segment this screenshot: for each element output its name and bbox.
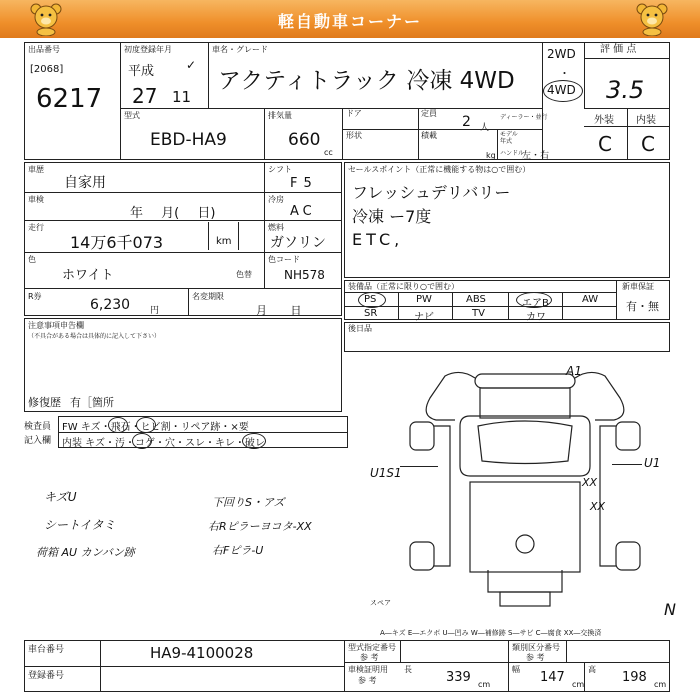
cert-sub: 参 考 bbox=[358, 676, 377, 685]
equip-leather: カワ bbox=[526, 312, 546, 323]
chassis-label: 車台番号 bbox=[28, 645, 65, 655]
banner-title: 軽自動車コーナー bbox=[277, 12, 422, 31]
mileage-unit: km bbox=[216, 236, 232, 247]
handwritten-note: キズU bbox=[44, 490, 77, 504]
header-banner bbox=[0, 0, 700, 38]
sales-point-line: ETC, bbox=[352, 230, 404, 249]
load-unit: kg bbox=[486, 151, 496, 160]
capacity-unit: 人 bbox=[480, 123, 490, 133]
width-value: 147 bbox=[540, 670, 565, 685]
color-code-value: NH578 bbox=[284, 268, 325, 282]
first-reg-month: 11 bbox=[172, 88, 192, 106]
fuel-label: 燃料 bbox=[268, 223, 284, 232]
score-ext: C bbox=[598, 132, 612, 156]
bear-mascot-icon bbox=[28, 2, 64, 36]
first-reg-label: 初度登録年月 bbox=[124, 45, 172, 54]
fuel-value: ガソリン bbox=[270, 235, 326, 251]
check-circle bbox=[136, 417, 156, 433]
new-warranty-label: 新車保証 bbox=[622, 282, 654, 291]
inspection-label: 車検 bbox=[28, 195, 44, 204]
score-label: 評 価 点 bbox=[600, 44, 637, 55]
recycle-value: 6,230 bbox=[90, 297, 131, 313]
drive-4wd: 4WD bbox=[547, 83, 576, 97]
sales-point-label: セールスポイント（正常に機能する物は○で囲む） bbox=[348, 165, 531, 174]
type-designation-label: 型式指定番号 bbox=[348, 643, 396, 652]
handwritten-note: 荷箱 AU カンバン跡 bbox=[36, 546, 135, 559]
mileage-label: 走行 bbox=[28, 223, 44, 232]
width-label: 幅 bbox=[512, 665, 520, 674]
name-change-label: 名変期限 bbox=[192, 292, 224, 301]
color-code-label: 色コード bbox=[268, 255, 300, 264]
notes-sub: （不具合がある場合は具体的に記入して下さい） bbox=[28, 333, 161, 340]
car-name-label: 車名・グレード bbox=[212, 45, 268, 54]
damage-legend: A―キズ E―エクボ U―凹み W―補修跡 S―サビ C―腐食 XX―交換済 bbox=[380, 629, 602, 637]
capacity-label: 定員 bbox=[421, 109, 437, 118]
equip-ps-circle bbox=[358, 292, 386, 308]
mileage-value: 14万6千073 bbox=[70, 233, 164, 252]
handwritten-note: 右Fピラ-U bbox=[212, 544, 264, 557]
name-change-value: 月 日 bbox=[256, 304, 302, 317]
score-int-label: 内装 bbox=[636, 115, 656, 126]
lot-sub: [2068] bbox=[30, 64, 64, 75]
first-reg-year: 27 bbox=[132, 84, 158, 108]
cert-label: 車検証明用 bbox=[348, 665, 388, 674]
damage-mark: A1 bbox=[566, 364, 582, 378]
class-number-label: 類別区分番号 bbox=[512, 643, 560, 652]
check-circle bbox=[132, 433, 152, 449]
displacement-unit: cc bbox=[324, 148, 333, 157]
height-value: 198 bbox=[622, 670, 647, 685]
first-reg-era: 平成 bbox=[128, 64, 155, 79]
dealer-label: ディーラー・並行 bbox=[500, 114, 548, 121]
damage-mark: XX bbox=[582, 476, 598, 489]
class-number-sub: 参 考 bbox=[526, 653, 545, 662]
equip-tv: TV bbox=[472, 308, 485, 319]
car-damage-diagram bbox=[400, 366, 650, 616]
equip-ps: PS bbox=[364, 294, 377, 305]
handle-label: ハンドル bbox=[500, 150, 525, 157]
damage-mark: XX bbox=[590, 500, 606, 513]
shift-value: F5 bbox=[290, 176, 318, 191]
inspection-value: 年 月( 日) bbox=[130, 206, 216, 221]
score-ext-label: 外装 bbox=[594, 115, 614, 126]
type-designation-sub: 参 考 bbox=[360, 653, 379, 662]
handwritten-note: 右Rピラーヨコタ-XX bbox=[208, 520, 312, 533]
repair-history-value: 有［箇所 bbox=[70, 396, 114, 409]
check-row-interior: 内装 キズ・汚・コゲ・穴・スレ・キレ・破レ bbox=[62, 438, 265, 449]
sales-point-line: 冷凍 ー7度 bbox=[352, 207, 432, 226]
entry-label: 記入欄 bbox=[24, 436, 52, 446]
load-label: 積載 bbox=[421, 131, 437, 140]
chassis-value: HA9-4100028 bbox=[150, 644, 254, 662]
rear-items-label: 後日品 bbox=[348, 324, 372, 333]
displacement-value: 660 bbox=[288, 130, 321, 150]
model-value: EBD-HA9 bbox=[150, 130, 227, 150]
handwritten-note: 下回りS・アズ bbox=[212, 496, 285, 509]
color-value: ホワイト bbox=[62, 268, 114, 283]
length-label: 長 bbox=[404, 665, 412, 674]
equip-abs: ABS bbox=[466, 294, 486, 305]
first-reg-check: ✓ bbox=[186, 58, 197, 72]
model-year-label: モデル年式 bbox=[500, 131, 518, 145]
use-value: 自家用 bbox=[64, 175, 106, 191]
equip-sr: SR bbox=[364, 308, 378, 319]
bear-mascot-icon bbox=[634, 2, 670, 36]
length-value: 339 bbox=[446, 670, 471, 685]
rear-items-block bbox=[344, 322, 670, 352]
length-unit: cm bbox=[478, 680, 491, 689]
color-label: 色 bbox=[28, 255, 36, 264]
aircon-value: AC bbox=[290, 204, 316, 219]
score-value: 3.5 bbox=[606, 76, 645, 104]
model-label: 型式 bbox=[124, 111, 140, 120]
damage-mark: U1 bbox=[644, 456, 661, 470]
repair-history-label: 修復歴 bbox=[28, 396, 61, 409]
check-circle bbox=[242, 433, 266, 449]
aircon-label: 冷房 bbox=[268, 195, 284, 204]
handwritten-note: シートイタミ bbox=[44, 518, 116, 532]
height-unit: cm bbox=[654, 680, 667, 689]
equip-navi: ナビ bbox=[414, 312, 434, 323]
displacement-label: 排気量 bbox=[268, 111, 292, 120]
car-name-value: アクティトラック 冷凍 4WD bbox=[218, 68, 515, 94]
new-warranty-value: 有・無 bbox=[626, 300, 659, 313]
width-unit: cm bbox=[572, 680, 585, 689]
damage-mark: U1S1 bbox=[370, 466, 402, 480]
recycle-label: R券 bbox=[28, 292, 42, 301]
check-row-exterior: FW キズ・飛石・ヒビ割・リペア跡・×要 bbox=[62, 422, 249, 433]
sales-point-line: フレッシュデリバリー bbox=[352, 183, 511, 202]
shift-label: シフト bbox=[268, 165, 292, 174]
handle-value: 左・右 bbox=[522, 151, 550, 161]
drive-2wd: 2WD bbox=[547, 47, 576, 61]
recycle-unit: 円 bbox=[150, 306, 160, 316]
reg-number-label: 登録番号 bbox=[28, 671, 65, 681]
notes-label: 注意事項申告欄 bbox=[28, 321, 84, 330]
lot-label: 出品番号 bbox=[28, 45, 60, 54]
equipment-label: 装備品（正常に限り○で囲む） bbox=[348, 282, 459, 291]
color-change-label: 色替 bbox=[236, 270, 252, 279]
doors-label: ドア bbox=[346, 109, 362, 118]
height-label: 高 bbox=[588, 665, 596, 674]
equip-airbag-circle bbox=[516, 292, 552, 308]
check-circle bbox=[108, 417, 128, 433]
drive-dot: ・ bbox=[559, 67, 570, 80]
damage-mark: N bbox=[664, 600, 676, 619]
score-int: C bbox=[641, 132, 655, 156]
equip-airbag: エアB bbox=[522, 298, 549, 309]
shape-label: 形状 bbox=[346, 131, 362, 140]
lot-number: 6217 bbox=[36, 84, 103, 114]
inspector-label: 検査員 bbox=[24, 422, 52, 432]
equip-aw: AW bbox=[582, 294, 599, 305]
spare-label: スペア bbox=[370, 599, 391, 607]
equip-pw: PW bbox=[416, 294, 432, 305]
use-label: 車歴 bbox=[28, 165, 44, 174]
capacity-value: 2 bbox=[462, 114, 471, 130]
